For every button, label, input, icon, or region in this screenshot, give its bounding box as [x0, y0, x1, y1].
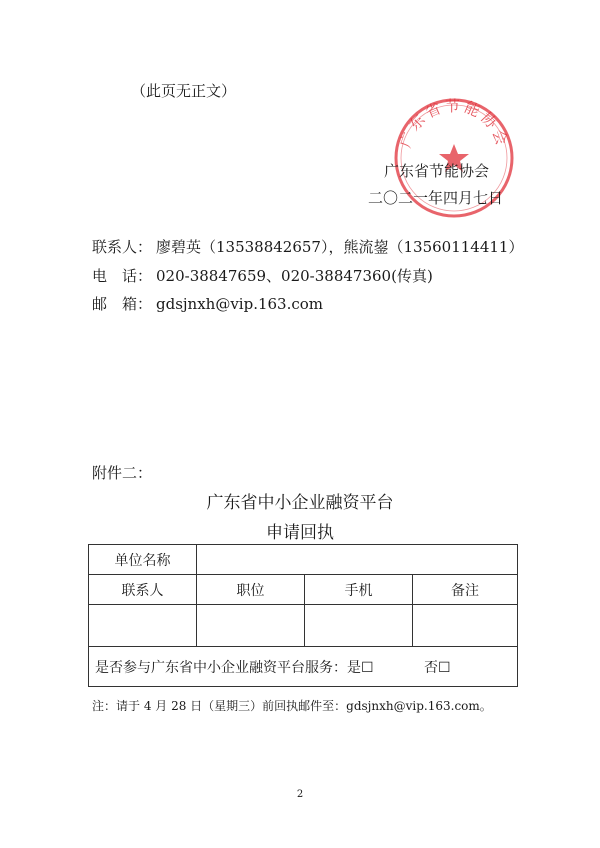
receipt-form-table — [88, 544, 518, 687]
contact-person-value: 廖碧英（13538842657），熊流鋆（13560114411） — [156, 238, 524, 256]
cell-contact[interactable] — [89, 605, 197, 647]
yes-option-label: 是 — [347, 659, 361, 676]
svg-text:广东省节能协会 — [396, 97, 511, 150]
unit-name-field[interactable] — [197, 545, 518, 575]
contact-email-value[interactable]: gdsjnxh@vip.163.com — [156, 295, 324, 313]
header-position: 职位 — [197, 575, 305, 605]
yes-checkbox[interactable]: ☐ — [361, 659, 374, 676]
no-option-label: 否 — [424, 659, 439, 676]
header-mobile: 手机 — [305, 575, 413, 605]
contact-person-label: 联系人： — [92, 238, 153, 256]
participation-row — [89, 647, 518, 687]
attachment-label: 附件二： — [92, 464, 153, 482]
contact-email-row — [92, 293, 323, 314]
cell-mobile[interactable] — [305, 605, 413, 647]
page-number: 2 — [296, 789, 304, 800]
signature-date: 二〇二一年四月七日 — [368, 189, 504, 207]
seal-text: 广东省节能协会 — [396, 96, 512, 151]
cell-remarks[interactable] — [413, 605, 518, 647]
no-text-note: （此页无正文） — [131, 82, 237, 100]
contact-email-label: 邮 箱： — [92, 295, 153, 313]
signature-org: 广东省节能协会 — [384, 162, 490, 180]
form-title: 广东省中小企业融资平台 — [206, 493, 394, 513]
cell-position[interactable] — [197, 605, 305, 647]
unit-name-label: 单位名称 — [89, 545, 197, 575]
contact-phone-label: 电 话： — [92, 267, 153, 285]
no-checkbox[interactable]: ☐ — [438, 659, 451, 676]
contact-person-row — [92, 236, 523, 257]
form-subtitle: 申请回执 — [266, 523, 334, 543]
header-contact: 联系人 — [89, 575, 197, 605]
contact-phone-value: 020-38847659、020-38847360(传真) — [156, 267, 433, 285]
header-remarks: 备注 — [413, 575, 518, 605]
submission-note: 注：请于 4 月 28 日（星期三）前回执邮件至：gdsjnxh@vip.163.com。 — [92, 699, 492, 713]
participation-question: 是否参与广东省中小企业融资平台服务： — [95, 659, 347, 676]
contact-phone-row — [92, 265, 433, 286]
